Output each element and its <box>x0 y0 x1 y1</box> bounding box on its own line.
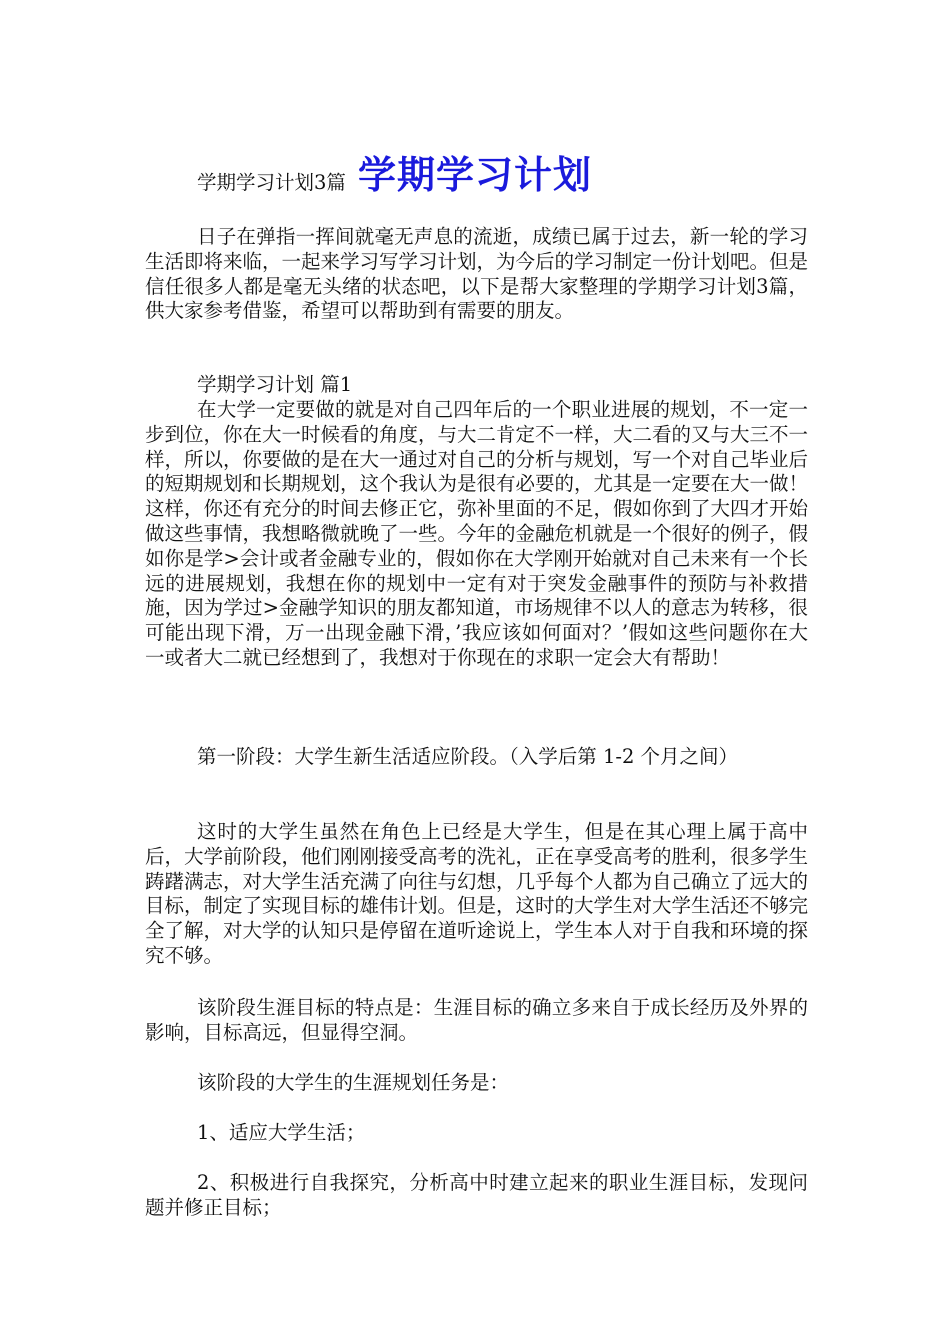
task-item-2: 2、积极进行自我探究，分析高中时建立起来的职业生涯目标，发现问题并修正目标； <box>145 1171 808 1219</box>
section-heading: 学期学习计划 篇1 <box>197 373 353 396</box>
stage-one-heading: 第一阶段：大学生新生活适应阶段。（入学后第 1-2 个月之间） <box>197 745 739 768</box>
document-title: 学期学习计划 <box>357 152 592 198</box>
document-subtitle: 学期学习计划3篇 <box>197 171 346 194</box>
intro-paragraph: 日子在弹指一挥间就毫无声息的流逝，成绩已属于过去，新一轮的学习生活即将来临，一起来学习写学习计划，为今后的学习制定一份计划吧。但是信任很多人都是毫无头绪的状态吧，以下是帮大家整理的学期学习计划3篇，供大家参考借鉴，希望可以帮助到有需要的朋友。 <box>145 225 809 323</box>
goal-features-paragraph: 该阶段生涯目标的特点是：生涯目标的确立多来自于成长经历及外界的影响，目标高远，但显得空洞。 <box>145 996 808 1044</box>
tasks-heading: 该阶段的大学生的生涯规划任务是： <box>197 1071 510 1094</box>
stage-one-paragraph: 这时的大学生虽然在角色上已经是大学生，但是在其心理上属于高中后，大学前阶段，他们刚刚接受高考的洗礼，正在享受高考的胜利，很多学生踌躇满志，对大学生活充满了向往与幻想，几乎每个人都为自己确立了远大的目标，制定了实现目标的雄伟计划。但是，这时的大学生对大学生活还不够完全了解，对大学的认知只是停留在道听途说上，学生本人对于自我和环境的探究不够。 <box>145 820 809 967</box>
section-paragraph: 在大学一定要做的就是对自己四年后的一个职业进展的规划，不一定一步到位，你在大一时候看的角度，与大二肯定不一样，大二看的又与大三不一样，所以，你要做的是在大一通过对自己的分析与规划，写一个对自己毕业后的短期规划和长期规划，这个我认为是很有必要的，尤其是一定要在大一做！这样，你还有充分的时间去修正它，弥补里面的不足，假如你到了大四才开始做这些事情，我想略微就晚了一些。今年的金融危机就是一个很好的例子，假如你是学>会计或者金融专业的，假如你在大学刚开始就对自己未来有一个长远的进展规划，我想在你的规划中一定有对于突发金融事件的预防与补救措施，因为学过>金融学知识的朋友都知道，市场规律不以人的意志为转移，很可能出现下滑，万一出现金融下滑，’我应该如何面对？’假如这些问题你在大一或者大二就已经想到了，我想对于你现在的求职一定会大有帮助！ <box>145 398 809 669</box>
task-item-1: 1、适应大学生活； <box>197 1121 366 1144</box>
